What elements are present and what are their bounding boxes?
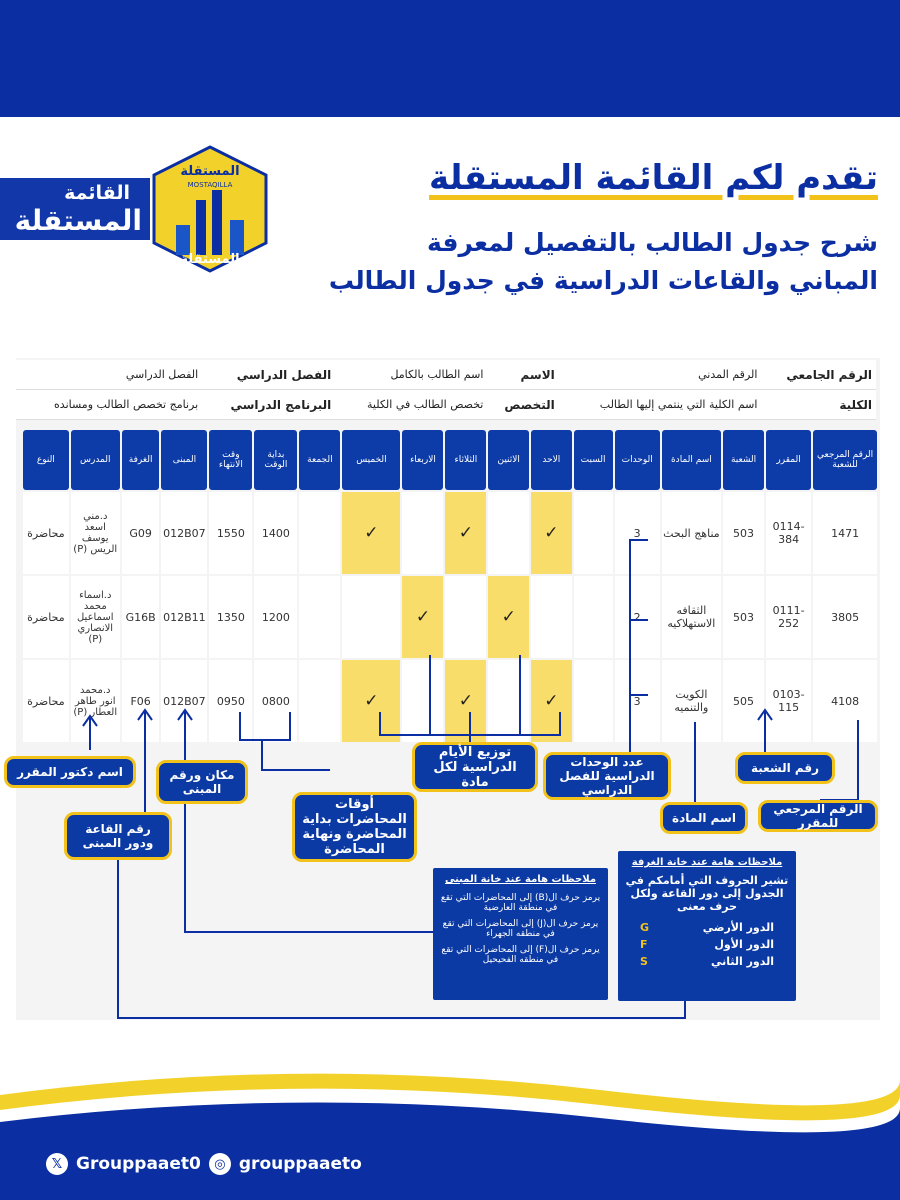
floor-name: الدور الأرضي — [702, 921, 774, 934]
info-label: الفصل الدراسي — [202, 360, 335, 390]
type-cell: محاضرة — [23, 492, 69, 574]
page-title: تقدم لكم القائمة المستقلة — [428, 158, 878, 198]
ref-cell: 3805 — [813, 576, 877, 658]
end-time-cell: 0950 — [209, 660, 252, 742]
info-value: الفصل الدراسي — [16, 360, 202, 390]
subject-cell: مناهج البحث — [662, 492, 721, 574]
callout-units: عدد الوحدات الدراسية للفصل الدراسي — [543, 752, 671, 800]
column-header: الرقم المرجعي للشعبة — [813, 430, 877, 490]
column-header: الوحدات — [615, 430, 660, 490]
day-cell: ✓ — [402, 576, 443, 658]
callout-times: أوقات المحاضرات بداية المحاضرة ونهاية المحاضرة — [292, 792, 417, 862]
footer-waves — [0, 1060, 900, 1200]
note-room — [618, 851, 796, 1001]
room-floor-item — [624, 938, 790, 951]
ref-cell: 1471 — [813, 492, 877, 574]
floor-letter: G — [640, 921, 650, 934]
callout-teacher: اسم دكتور المقرر — [4, 756, 136, 788]
column-header: بداية الوقت — [254, 430, 297, 490]
x-icon[interactable]: 𝕏 — [46, 1153, 68, 1175]
subject-cell: الكويت والتنميه — [662, 660, 721, 742]
day-cell: ✓ — [342, 660, 400, 742]
subtitle-line-2: المباني والقاعات الدراسية في جدول الطالب — [328, 266, 878, 295]
info-value: الرقم المدني — [559, 360, 762, 390]
note-room-text: تشير الحروف التي أمامكم في الجدول إلى دور القاعة ولكل حرف معنى — [625, 874, 789, 913]
type-cell: محاضرة — [23, 660, 69, 742]
section-cell: 503 — [723, 576, 764, 658]
column-header: الاربعاء — [402, 430, 443, 490]
note-building-heading: ملاحظات هامة عند خانة المبنى — [444, 874, 597, 885]
column-header: السبت — [574, 430, 613, 490]
subject-cell: الثقافه الاستهلاكيه — [662, 576, 721, 658]
building-cell: 012B07 — [161, 492, 207, 574]
subtitle-line-1: شرح جدول الطالب بالتفصيل لمعرفة — [426, 228, 878, 257]
room-cell: G16B — [122, 576, 160, 658]
note-building-line: يرمز حرف ال(B) إلى المحاضرات التي تقع في منطقة العارضية — [440, 893, 601, 913]
column-header: الخميس — [342, 430, 400, 490]
start-time-cell: 1400 — [254, 492, 297, 574]
brand-line1: القائمة — [64, 182, 130, 204]
start-time-cell: 0800 — [254, 660, 297, 742]
info-value: اسم الكلية التي ينتمي إليها الطالب — [559, 390, 762, 420]
building-cell: 012B11 — [161, 576, 207, 658]
room-cell: G09 — [122, 492, 160, 574]
callout-ref: الرقم المرجعي للمقرر — [758, 800, 878, 832]
column-header: المقرر — [766, 430, 811, 490]
teacher-cell: د.محمد انور طاهر العطار (P) — [71, 660, 120, 742]
floor-letter: S — [640, 955, 648, 968]
callout-days: توزيع الأيام الدراسية لكل مادة — [412, 742, 538, 792]
column-header: المدرس — [71, 430, 120, 490]
room-floor-item — [624, 955, 790, 968]
column-header: الغرفة — [122, 430, 160, 490]
column-header: الثلاثاء — [445, 430, 486, 490]
note-building-line: يرمز حرف ال(J) إلى المحاضرات التي تقع في منطقه الجهراء — [442, 919, 599, 939]
course-cell: 0111-252 — [766, 576, 811, 658]
column-header: الاحد — [531, 430, 571, 490]
x-handle[interactable]: Grouppaaet0 — [76, 1154, 201, 1174]
note-room-heading: ملاحظات هامة عند خانة الغرفة — [631, 857, 783, 868]
teacher-cell: د.اسماء محمد اسماعيل الانصاري (P) — [71, 576, 120, 658]
units-cell: 2 — [615, 576, 660, 658]
room-floor-item — [624, 921, 790, 934]
info-value: برنامج تخصص الطالب ومسانده — [16, 390, 202, 420]
info-value: تخصص الطالب في الكلية — [335, 390, 487, 420]
poster-latin: MOSTAQILLA — [187, 181, 233, 189]
info-label: التخصص — [487, 390, 558, 420]
column-header: المبنى — [161, 430, 207, 490]
start-time-cell: 1200 — [254, 576, 297, 658]
day-cell: ✓ — [531, 660, 571, 742]
teacher-cell: د.مني اسعد يوسف الريس (P) — [71, 492, 120, 574]
info-label: الكلية — [761, 390, 876, 420]
info-label: البرنامج الدراسي — [202, 390, 335, 420]
info-label: الاسم — [487, 360, 558, 390]
column-header: النوع — [23, 430, 69, 490]
note-building-line: يرمز حرف ال(F) إلى المحاضرات التي تقع في منطقه الفحيحيل — [441, 945, 600, 965]
course-cell: 0114-384 — [766, 492, 811, 574]
callout-subject: اسم المادة — [660, 802, 748, 834]
column-header: الاثنين — [488, 430, 529, 490]
social-links — [46, 1153, 362, 1175]
callout-section: رقم الشعبة — [735, 752, 835, 784]
day-cell: ✓ — [445, 660, 486, 742]
column-header: اسم المادة — [662, 430, 721, 490]
column-header: وقت الانتهاء — [209, 430, 252, 490]
poster-bottom: المستقلة — [180, 252, 240, 267]
floor-name: الدور الثاني — [710, 955, 774, 968]
column-header: الجمعة — [299, 430, 340, 490]
building-cell: 012B07 — [161, 660, 207, 742]
column-header: الشعبة — [723, 430, 764, 490]
day-cell: ✓ — [342, 492, 400, 574]
end-time-cell: 1350 — [209, 576, 252, 658]
floor-name: الدور الأول — [714, 938, 774, 951]
day-cell: ✓ — [531, 492, 571, 574]
note-building — [433, 868, 608, 1000]
day-cell: ✓ — [488, 576, 529, 658]
info-value: اسم الطالب بالكامل — [335, 360, 487, 390]
day-cell: ✓ — [445, 492, 486, 574]
brand-line2: المستقلة — [14, 204, 142, 237]
callout-room: رقم القاعة ودور المبنى — [64, 812, 172, 860]
instagram-handle[interactable]: grouppaaeto — [238, 1154, 362, 1174]
course-cell: 0103-115 — [766, 660, 811, 742]
instagram-icon[interactable]: ◎ — [209, 1153, 231, 1175]
ref-cell: 4108 — [813, 660, 877, 742]
floor-letter: F — [640, 938, 648, 951]
room-cell: F06 — [122, 660, 160, 742]
info-label: الرقم الجامعي — [761, 360, 876, 390]
units-cell: 3 — [615, 660, 660, 742]
end-time-cell: 1550 — [209, 492, 252, 574]
section-cell: 503 — [723, 492, 764, 574]
units-cell: 3 — [615, 492, 660, 574]
section-cell: 505 — [723, 660, 764, 742]
type-cell: محاضرة — [23, 576, 69, 658]
poster-title: المستقلة — [180, 164, 240, 179]
callout-building: مكان ورقم المبنى — [156, 760, 248, 804]
